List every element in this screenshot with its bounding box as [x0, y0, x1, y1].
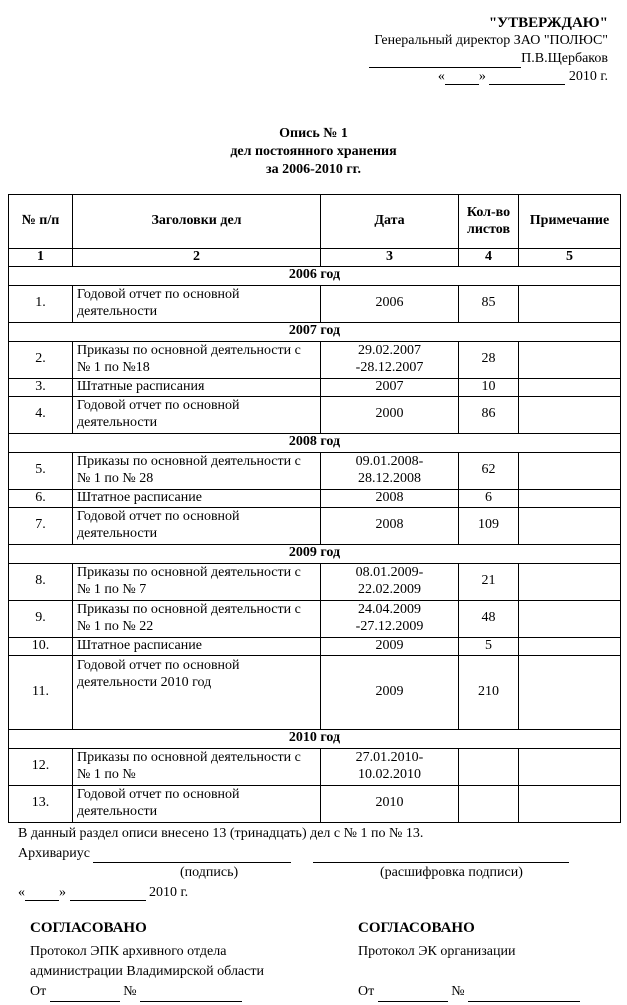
approval-signature-line [369, 51, 608, 68]
row-num: 10. [9, 637, 73, 655]
row-note [519, 396, 621, 433]
archivist-label: Архивариус [18, 845, 90, 861]
approval-date-close-quote: » [478, 68, 486, 84]
year-label: 2006 год [9, 266, 621, 285]
approval-title: "УТВЕРЖДАЮ" [488, 15, 608, 31]
agreement-line: Протокол ЭК организации [358, 944, 516, 959]
row-date: 24.04.2009 -27.12.2009 [321, 600, 459, 637]
footer-date-open-quote: « [18, 884, 25, 900]
column-number-row [9, 249, 621, 267]
row-num: 8. [9, 563, 73, 600]
row-num: 13. [9, 785, 73, 822]
year-row [9, 729, 621, 748]
row-date: 2009 [321, 655, 459, 729]
row-num: 5. [9, 452, 73, 489]
table-row [9, 637, 621, 655]
approval-signature-name: П.В.Щербаков [521, 50, 608, 66]
row-note [519, 563, 621, 600]
row-sheets: 85 [459, 285, 519, 322]
footer-date-line [18, 885, 618, 902]
summary-text: В данный раздел описи внесено 13 (тринадцать) дел с № 1 по № 13. [18, 826, 424, 841]
approval-date-suffix: 2010 г. [568, 68, 608, 84]
row-title: Штатные расписания [73, 378, 321, 396]
agreement-line: Протокол ЭПК архивного отдела [30, 944, 227, 959]
agreement-line: администрации Владимирской области [30, 964, 264, 979]
year-label: 2008 год [9, 433, 621, 452]
row-num: 3. [9, 378, 73, 396]
row-sheets: 21 [459, 563, 519, 600]
year-row [9, 433, 621, 452]
row-title: Приказы по основной деятельности с № 1 по № 28 [73, 452, 321, 489]
table-row [9, 655, 621, 729]
number-blank [140, 1001, 242, 1002]
row-sheets [459, 785, 519, 822]
approval-date-open-quote: « [437, 68, 445, 84]
row-note [519, 489, 621, 507]
year-label: 2007 год [9, 322, 621, 341]
row-sheets: 5 [459, 637, 519, 655]
col-header-sheets: Кол-во листов [459, 195, 519, 249]
year-row [9, 544, 621, 563]
archivist-decode-blank [313, 862, 569, 863]
row-date: 2007 [321, 378, 459, 396]
caption-line [18, 865, 618, 882]
col-number: 3 [321, 249, 459, 267]
row-note [519, 785, 621, 822]
table-row [9, 396, 621, 433]
row-date: 09.01.2008-28.12.2008 [321, 452, 459, 489]
row-note [519, 748, 621, 785]
row-date: 2010 [321, 785, 459, 822]
title-line-2: дел постоянного хранения [230, 144, 397, 159]
row-sheets: 86 [459, 396, 519, 433]
year-label: 2009 год [9, 544, 621, 563]
col-header-title: Заголовки дел [73, 195, 321, 249]
row-title: Штатное расписание [73, 489, 321, 507]
row-note [519, 378, 621, 396]
col-number: 2 [73, 249, 321, 267]
agreement-heading: СОГЛАСОВАНО [30, 920, 147, 936]
row-num: 7. [9, 507, 73, 544]
footer-date-close-quote: » [59, 884, 66, 900]
footer-block [18, 826, 618, 901]
agreement-right [358, 918, 580, 1002]
row-sheets: 28 [459, 341, 519, 378]
row-date: 2000 [321, 396, 459, 433]
row-num: 9. [9, 600, 73, 637]
col-number: 4 [459, 249, 519, 267]
table-row [9, 378, 621, 396]
table-row [9, 600, 621, 637]
month-blank [489, 84, 565, 85]
row-title: Приказы по основной деятельности с № 1 по № 22 [73, 600, 321, 637]
table-row [9, 341, 621, 378]
row-date: 27.01.2010-10.02.2010 [321, 748, 459, 785]
row-sheets: 48 [459, 600, 519, 637]
table-row [9, 785, 621, 822]
archivist-line [18, 846, 618, 863]
month-blank [70, 900, 146, 901]
row-date: 2006 [321, 285, 459, 322]
row-sheets: 6 [459, 489, 519, 507]
agreement-heading: СОГЛАСОВАНО [358, 920, 475, 936]
decode-caption: (расшифровка подписи) [380, 864, 523, 880]
year-row [9, 266, 621, 285]
col-header-note: Примечание [519, 195, 621, 249]
row-title: Приказы по основной деятельности с № 1 по № 7 [73, 563, 321, 600]
row-note [519, 655, 621, 729]
row-num: 11. [9, 655, 73, 729]
row-note [519, 285, 621, 322]
row-title: Годовой отчет по основной деятельности [73, 285, 321, 322]
table-row [9, 285, 621, 322]
table-row [9, 748, 621, 785]
row-sheets: 109 [459, 507, 519, 544]
table-row [9, 507, 621, 544]
title-line-3: за 2006-2010 гг. [266, 162, 361, 177]
approval-block [369, 14, 608, 86]
row-date: 08.01.2009-22.02.2009 [321, 563, 459, 600]
row-date: 2008 [321, 507, 459, 544]
agreement-spacer [358, 962, 580, 982]
row-title: Приказы по основной деятельности с № 1 по № [73, 748, 321, 785]
row-num: 1. [9, 285, 73, 322]
title-line-1: Опись № 1 [279, 126, 348, 141]
row-note [519, 507, 621, 544]
table-row [9, 563, 621, 600]
agreement-number-line [358, 982, 580, 1002]
agreement-number-line [30, 982, 264, 1002]
num-label: № [123, 984, 137, 999]
row-note [519, 637, 621, 655]
row-note [519, 341, 621, 378]
row-date: 2009 [321, 637, 459, 655]
row-title: Годовой отчет по основной деятельности [73, 785, 321, 822]
from-label: От [30, 984, 47, 999]
row-title: Годовой отчет по основной деятельности [73, 396, 321, 433]
row-title: Штатное расписание [73, 637, 321, 655]
archivist-signature-blank [93, 862, 291, 863]
row-sheets: 10 [459, 378, 519, 396]
inventory-table [8, 194, 621, 823]
row-num: 12. [9, 748, 73, 785]
date-blank [50, 1001, 120, 1002]
row-title: Годовой отчет по основной деятельности 2010 год [73, 655, 321, 729]
document-title [0, 125, 627, 179]
year-row [9, 322, 621, 341]
col-number: 5 [519, 249, 621, 267]
num-label: № [451, 984, 465, 999]
table-row [9, 452, 621, 489]
date-blank [378, 1001, 448, 1002]
row-title: Приказы по основной деятельности с № 1 по №18 [73, 341, 321, 378]
number-blank [468, 1001, 580, 1002]
approval-position: Генеральный директор ЗАО "ПОЛЮС" [374, 33, 608, 48]
row-sheets: 210 [459, 655, 519, 729]
row-num: 2. [9, 341, 73, 378]
row-title: Годовой отчет по основной деятельности [73, 507, 321, 544]
year-label: 2010 год [9, 729, 621, 748]
day-blank [445, 84, 479, 85]
footer-date-suffix: 2010 г. [149, 884, 189, 900]
table-row [9, 489, 621, 507]
agreement-left [30, 918, 264, 1002]
signature-caption: (подпись) [180, 864, 239, 880]
row-sheets: 62 [459, 452, 519, 489]
day-blank [25, 900, 59, 901]
row-num: 6. [9, 489, 73, 507]
approval-date-line [369, 69, 608, 86]
col-number: 1 [9, 249, 73, 267]
row-sheets [459, 748, 519, 785]
header-row [9, 195, 621, 249]
row-num: 4. [9, 396, 73, 433]
row-date: 29.02.2007 -28.12.2007 [321, 341, 459, 378]
row-note [519, 600, 621, 637]
signature-blank [369, 67, 521, 68]
col-header-date: Дата [321, 195, 459, 249]
row-date: 2008 [321, 489, 459, 507]
row-note [519, 452, 621, 489]
from-label: От [358, 984, 375, 999]
col-header-num: № п/п [9, 195, 73, 249]
